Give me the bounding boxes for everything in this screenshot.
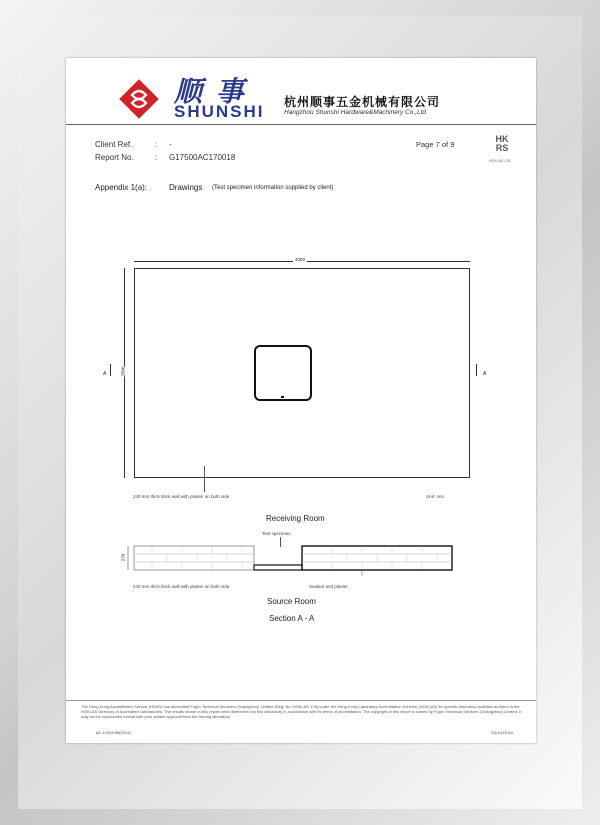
test-specimen-window — [254, 345, 312, 401]
report-no-label: Report No. — [95, 153, 134, 162]
wall-note: 240 mm thick brick wall with plaster on both side — [133, 494, 230, 499]
document-code: GZ/1411010 — [491, 730, 513, 735]
width-dimension: 4000 — [295, 257, 306, 262]
certificate-page — [66, 58, 536, 743]
window-handle — [281, 396, 284, 398]
appendix-note: (Test specimen information supplied by client) — [212, 185, 334, 191]
company-english: Hangzhou Shunshi Hardware&Machinery Co.,Ltd — [284, 109, 426, 116]
height-dimension: 2500 — [120, 366, 126, 377]
client-ref-value: - — [169, 140, 172, 149]
section-dimension: 270 — [120, 553, 126, 562]
receiving-room-label: Receiving Room — [266, 514, 325, 523]
section-drawing — [122, 542, 472, 578]
appendix-title: Drawings — [169, 183, 203, 192]
elevation-drawing — [66, 58, 536, 498]
wall-note-section: 240 mm thick brick wall with plaster on both side — [133, 584, 230, 589]
client-ref-label: Client Ref. — [95, 140, 133, 149]
unit-note: Unit: mm — [426, 494, 444, 499]
section-title: Section A - A — [269, 614, 315, 623]
accreditation-statement: The Hong Kong Accreditation Service (HKAS) has accredited Fugro Technical Services (Guangzhou) Limited (Reg. No. HOKLAS 178) under the Hong Kong Laboratory Accreditation Scheme (HOKLAS) for specific laboratory activities as listed in the HOKLAS Directory of Accredited Laboratories. The results shown in this report were determined by this laboratory in accordance with its terms of accreditation. The copyright of this report is owned by Fugro Technical Services (Guangzhou) Limited. It may not be reproduced except with prior written approval from the issuing laboratory. — [81, 704, 522, 719]
brand-chinese: 顺 事 — [174, 75, 246, 108]
report-no-sep: : — [155, 153, 158, 162]
hkas-sub-text: HOKLAS 178 — [489, 159, 511, 163]
source-room-label: Source Room — [267, 597, 316, 606]
test-specimen-label: Test specimen — [262, 531, 291, 536]
report-no-value: G17500AC170018 — [169, 153, 236, 162]
section-cut-right — [476, 364, 477, 376]
hkas-mark-text: HK RS — [495, 134, 509, 153]
section-cut-left — [110, 364, 111, 376]
company-chinese: 杭州顺事五金机械有限公司 — [284, 95, 441, 109]
sealant-label: Sealant and plaster — [309, 584, 348, 589]
brand-english: SHUNSHI — [174, 102, 265, 121]
client-ref-sep: : — [155, 140, 158, 149]
footer-divider — [66, 700, 536, 701]
page-number: Page 7 of 9 — [416, 140, 455, 149]
appendix-label: Appendix 1(a): — [95, 183, 148, 192]
wall-note-leader — [204, 466, 205, 492]
section-marker-right: A — [483, 371, 487, 377]
form-code: AC-H-001/05(2014) — [96, 730, 131, 735]
section-marker-left: A — [103, 371, 107, 377]
